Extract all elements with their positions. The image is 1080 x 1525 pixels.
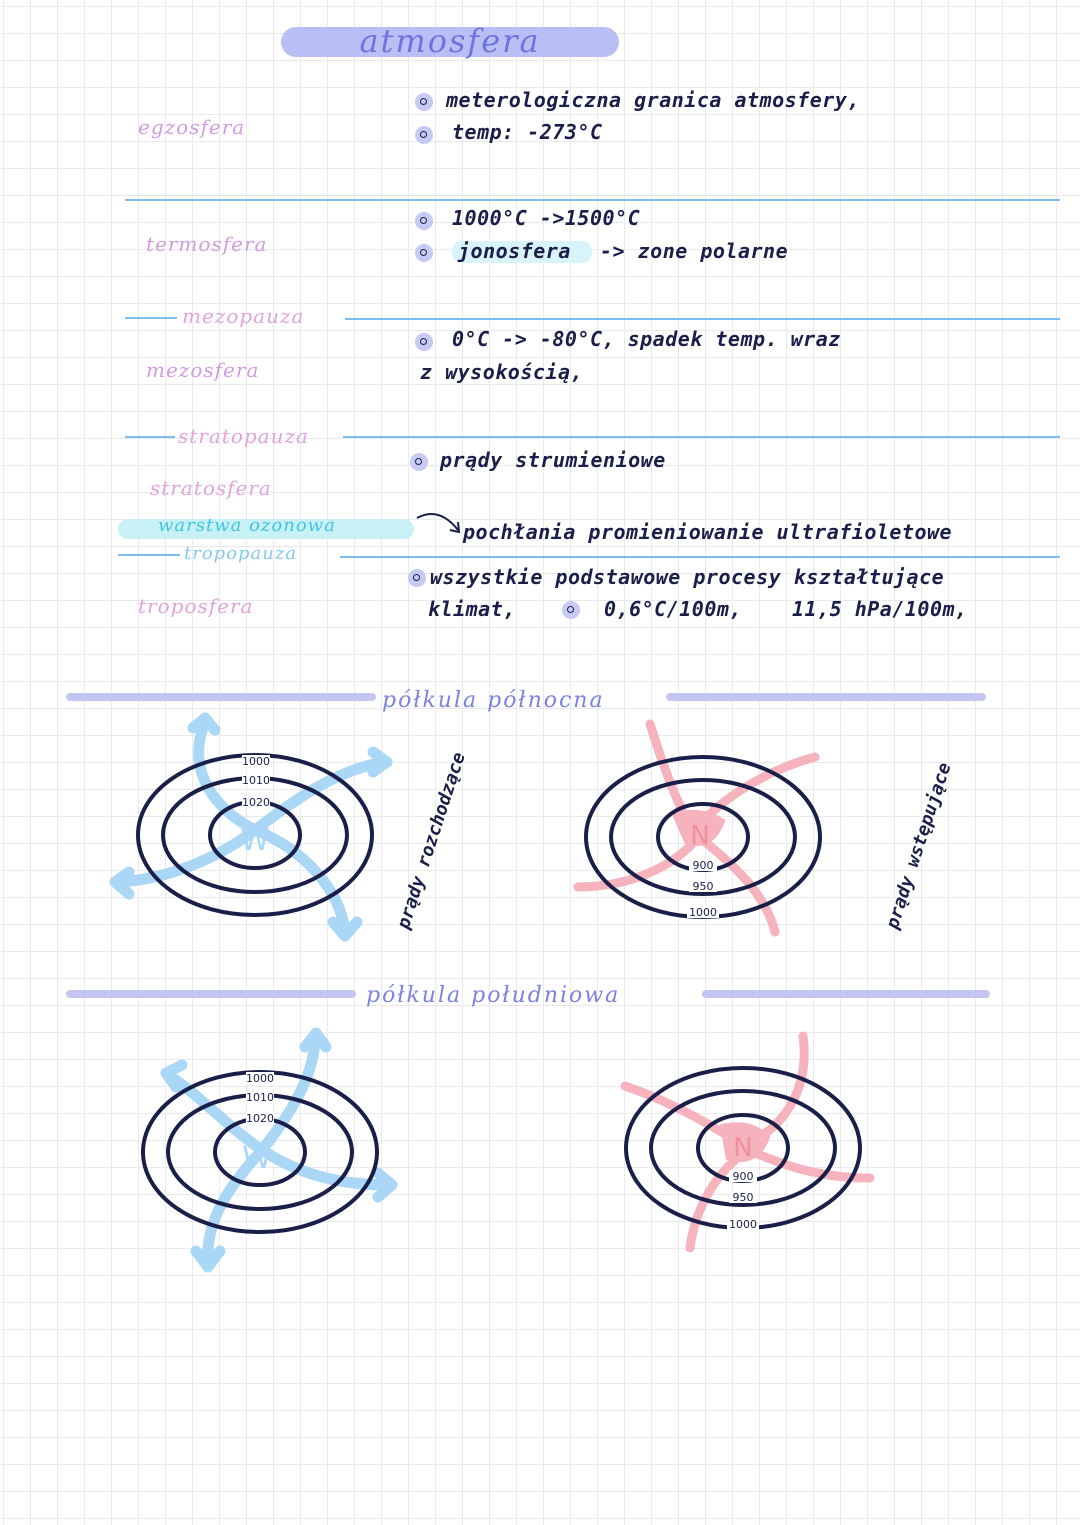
bullet-icon: [408, 569, 426, 587]
note-term-1: 1000°C ->1500°C: [452, 206, 641, 230]
layer-troposfera: troposfera: [138, 594, 254, 618]
note-term-2-highlight: jonosfera: [458, 239, 571, 263]
isobar-label: 900: [732, 1170, 754, 1183]
page-title: atmosfera: [359, 22, 541, 60]
note-egz-1: meterologiczna granica atmosfery,: [446, 88, 860, 112]
section-title-north: półkula północna: [382, 688, 605, 713]
bullet-icon: [415, 244, 433, 262]
note-term-2-rest: -> zone polarne: [600, 239, 789, 263]
low-pressure-letter: N: [733, 1133, 753, 1163]
note-strat-1: prądy strumieniowe: [440, 448, 666, 472]
layer-stratopauza: stratopauza: [178, 424, 309, 448]
bullet-icon: [415, 126, 433, 144]
low-pressure-diagram-south: [615, 1028, 880, 1258]
layer-egzosfera: egzosfera: [138, 115, 246, 139]
bullet-icon: [415, 93, 433, 111]
separator-tropopauza-left: [118, 554, 180, 556]
low-pressure-letter: N: [690, 821, 710, 851]
low-pressure-diagram-north: [570, 712, 840, 942]
note-mez-2: z wysokością,: [420, 360, 584, 384]
separator-termosfera: [125, 199, 1060, 201]
high-pressure-diagram-north: [105, 710, 405, 950]
isobar-label: 950: [732, 1191, 754, 1204]
layer-mezosfera: mezosfera: [146, 358, 260, 382]
section-title-south: półkula południowa: [366, 983, 621, 1008]
isobar-label: 1000: [246, 1072, 274, 1085]
layer-tropopauza: tropopauza: [184, 543, 298, 564]
note-mez-1: 0°C -> -80°C, spadek temp. wraz: [452, 327, 841, 351]
label-low-north: prądy wstępujące: [882, 760, 956, 932]
section-bar-right: [666, 693, 986, 701]
section-bar-right: [702, 990, 990, 998]
section-bar-left: [66, 693, 376, 701]
isobar-label: 1000: [242, 755, 270, 768]
isobar-label: 1010: [246, 1091, 274, 1104]
note-ozon-1: pochłania promieniowanie ultrafioletowe: [463, 520, 953, 544]
isobar-label: 950: [692, 880, 714, 893]
isobar-label: 1000: [729, 1218, 757, 1231]
bullet-icon: [562, 601, 580, 619]
layer-termosfera: termosfera: [146, 232, 268, 256]
label-high-north: prądy rozchodzące: [393, 749, 470, 932]
separator-mezopauza-right: [345, 318, 1060, 320]
isobar-label: 1020: [242, 796, 270, 809]
isobar-label: 1020: [246, 1112, 274, 1125]
isobar-label: 1000: [689, 906, 717, 919]
note-trop-2c: 11,5 hPa/100m,: [792, 597, 968, 621]
high-pressure-diagram-south: [140, 1025, 405, 1275]
high-pressure-letter: W: [240, 823, 270, 858]
layer-stratosfera: stratosfera: [150, 476, 272, 500]
separator-mezopauza-left: [125, 317, 177, 319]
bullet-icon: [415, 212, 433, 230]
note-trop-2a: klimat,: [428, 597, 516, 621]
bullet-icon: [410, 453, 428, 471]
isobar-label: 900: [692, 859, 714, 872]
bullet-icon: [415, 333, 433, 351]
note-egz-2: temp: -273°C: [452, 120, 603, 144]
layer-mezopauza: mezopauza: [182, 304, 305, 328]
layer-warstwa-ozonowa: warstwa ozonowa: [158, 515, 336, 536]
note-trop-2b: 0,6°C/100m,: [604, 597, 742, 621]
isobar-label: 1010: [242, 774, 270, 787]
section-bar-left: [66, 990, 356, 998]
curved-arrow-icon: [414, 508, 464, 542]
separator-stratopauza-right: [343, 436, 1060, 438]
separator-stratopauza-left: [125, 436, 175, 438]
high-pressure-letter: W: [242, 1141, 272, 1176]
separator-tropopauza-right: [340, 556, 1060, 558]
note-trop-1: wszystkie podstawowe procesy kształtujące: [430, 565, 945, 589]
